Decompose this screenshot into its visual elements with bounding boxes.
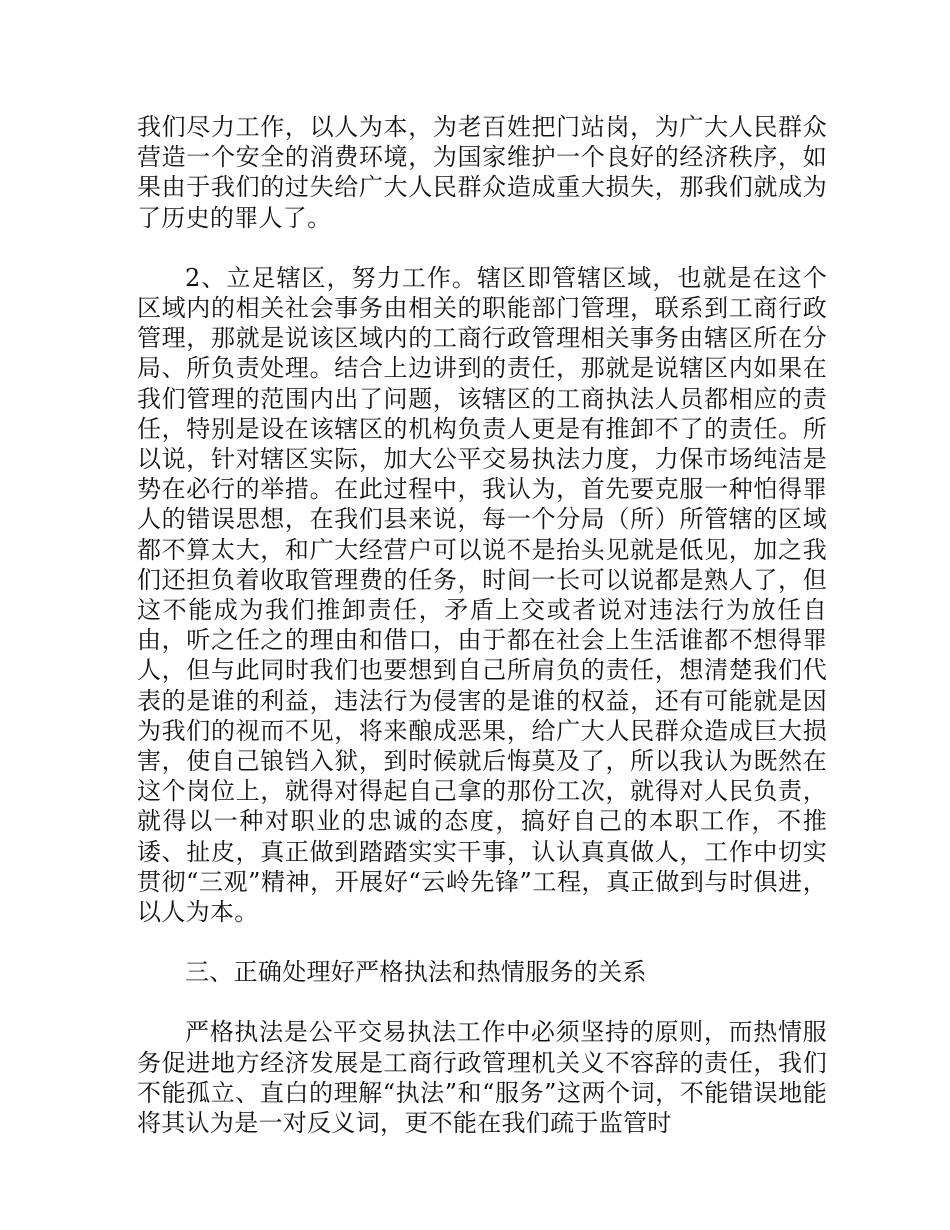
section-heading: 三、正确处理好严格执法和热情服务的关系 [185,958,647,987]
paragraph-enforcement-service: 严格执法是公平交易执法工作中必须坚持的原则，而热情服务促进地方经济发展是工商行政管理机关义不容辞的责任，我们不能孤立、直白的理解“执法”和“服务”这两个词，不能错误地能将其认为是一对反义词，更不能在我们疏于监管时 [137,1018,827,1138]
paragraph-jurisdiction: 2、立足辖区，努力工作。辖区即管辖区域，也就是在这个区域内的相关社会事务由相关的职能部门管理，联系到工商行政管理，那就是说该区域内的工商行政管理相关事务由辖区所在分局、所负责处理。结合上边讲到的责任，那就是说辖区内如果在我们管理的范围内出了问题，该辖区的工商执法人员都相应的责任，特别是设在该辖区的机构负责人更是有推卸不了的责任。所以说，针对辖区实际，加大公平交易执法力度，力保市场纯洁是势在必行的举措。在此过程中，我认为，首先要克服一种怕得罪人的错误思想，在我们县来说，每一个分局（所）所管辖的区域都不算太大，和广大经营户可以说不是抬头见就是低见，加之我们还担负着收取管理费的任务，时间一长可以说都是熟人了，但这不能成为我们推卸责任，矛盾上交或者说对违法行为放任自由，听之任之的理由和借口，由于都在社会上生活谁都不想得罪人，但与此同时我们也要想到自己所肩负的责任，想清楚我们代表的是谁的利益，违法行为侵害的是谁的权益，还有可能就是因为我们的视而不见，将来酿成恶果，给广大人民群众造成巨大损害，使自己锒铛入狱，到时候就后悔莫及了，所以我认为既然在这个岗位上，就得对得起自己拿的那份工次，就得对人民负责，就得以一种对职业的忠诚的态度，搞好自己的本职工作，不推诿、扯皮，真正做到踏踏实实干事，认认真真做人，工作中切实贯彻“三观”精神，开展好“云岭先锋”工程，真正做到与时俱进，以人为本。 [137,263,827,927]
document-body [137,112,827,1138]
paragraph-continuation: 我们尽力工作，以人为本，为老百姓把门站岗，为广大人民群众营造一个安全的消费环境，为国家维护一个良好的经济秩序，如果由于我们的过失给广大人民群众造成重大损失，那我们就成为了历史的罪人了。 [137,113,827,232]
